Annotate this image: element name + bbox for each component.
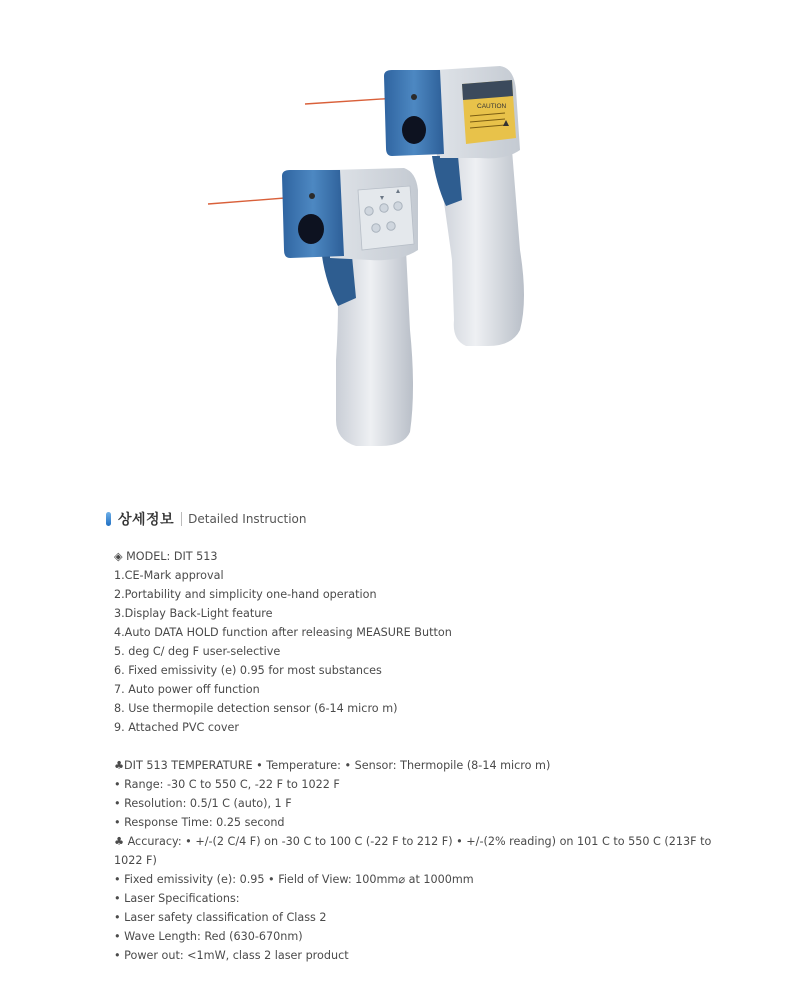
feature-item: 5. deg C/ deg F user-selective <box>114 645 281 658</box>
spec-item: • Wave Length: Red (630-670nm) <box>114 930 303 943</box>
front-thermometer <box>208 168 418 446</box>
section-header <box>106 508 307 530</box>
caution-label-text: CAUTION <box>477 103 507 110</box>
caution-label <box>462 80 516 144</box>
product-photo <box>0 0 811 470</box>
model-line: ◈ MODEL: DIT 513 <box>114 550 218 563</box>
keypad-button-5 <box>387 222 395 230</box>
spec-content <box>114 547 724 965</box>
spec-item: ♣ Accuracy: • +/-(2 C/4 F) on -30 C to 100 C (-22 F to 212 F) • +/-(2% reading) on 101 C to 550 C (213F to 1022 F) <box>114 835 712 867</box>
front-lens <box>298 214 324 244</box>
feature-item: 4.Auto DATA HOLD function after releasing MEASURE Button <box>114 626 452 639</box>
keypad-button-2 <box>380 204 388 212</box>
feature-item: 8. Use thermopile detection sensor (6-14 micro m) <box>114 702 398 715</box>
feature-item: 6. Fixed emissivity (e) 0.95 for most substances <box>114 664 382 677</box>
spec-item: • Laser safety classification of Class 2 <box>114 911 327 924</box>
keypad-button-1 <box>365 207 373 215</box>
spec-list <box>114 756 724 965</box>
feature-item: 3.Display Back-Light feature <box>114 607 273 620</box>
section-title: 상세정보 <box>118 512 175 528</box>
thermometer-illustration <box>0 0 811 470</box>
feature-item: 1.CE-Mark approval <box>114 569 224 582</box>
section-subtitle: Detailed Instruction <box>188 512 307 526</box>
rear-laser-aperture <box>411 94 417 100</box>
feature-item: 9. Attached PVC cover <box>114 721 239 734</box>
keypad-button-4 <box>372 224 380 232</box>
spec-item: • Power out: <1mW, class 2 laser product <box>114 949 349 962</box>
spec-item: ♣DIT 513 TEMPERATURE • Temperature: • Sensor: Thermopile (8-14 micro m) <box>114 759 551 772</box>
rear-trigger <box>432 156 462 206</box>
front-trigger <box>322 256 356 306</box>
spacer <box>114 737 724 756</box>
keypad-panel <box>358 186 414 250</box>
spec-item: • Range: -30 C to 550 C, -22 F to 1022 F <box>114 778 340 791</box>
header-bullet-icon <box>106 512 111 526</box>
header-divider <box>181 512 182 526</box>
front-laser-aperture <box>309 193 315 199</box>
spec-item: • Response Time: 0.25 second <box>114 816 285 829</box>
spec-item: • Laser Specifications: <box>114 892 240 905</box>
keypad-button-3 <box>394 202 402 210</box>
spec-item: • Fixed emissivity (e): 0.95 • Field of View: 100mm⌀ at 1000mm <box>114 873 474 886</box>
feature-item: 7. Auto power off function <box>114 683 260 696</box>
front-head <box>282 170 344 258</box>
spec-item: • Resolution: 0.5/1 C (auto), 1 F <box>114 797 292 810</box>
feature-item: 2.Portability and simplicity one-hand operation <box>114 588 377 601</box>
rear-lens <box>402 116 426 144</box>
feature-list <box>114 566 724 737</box>
